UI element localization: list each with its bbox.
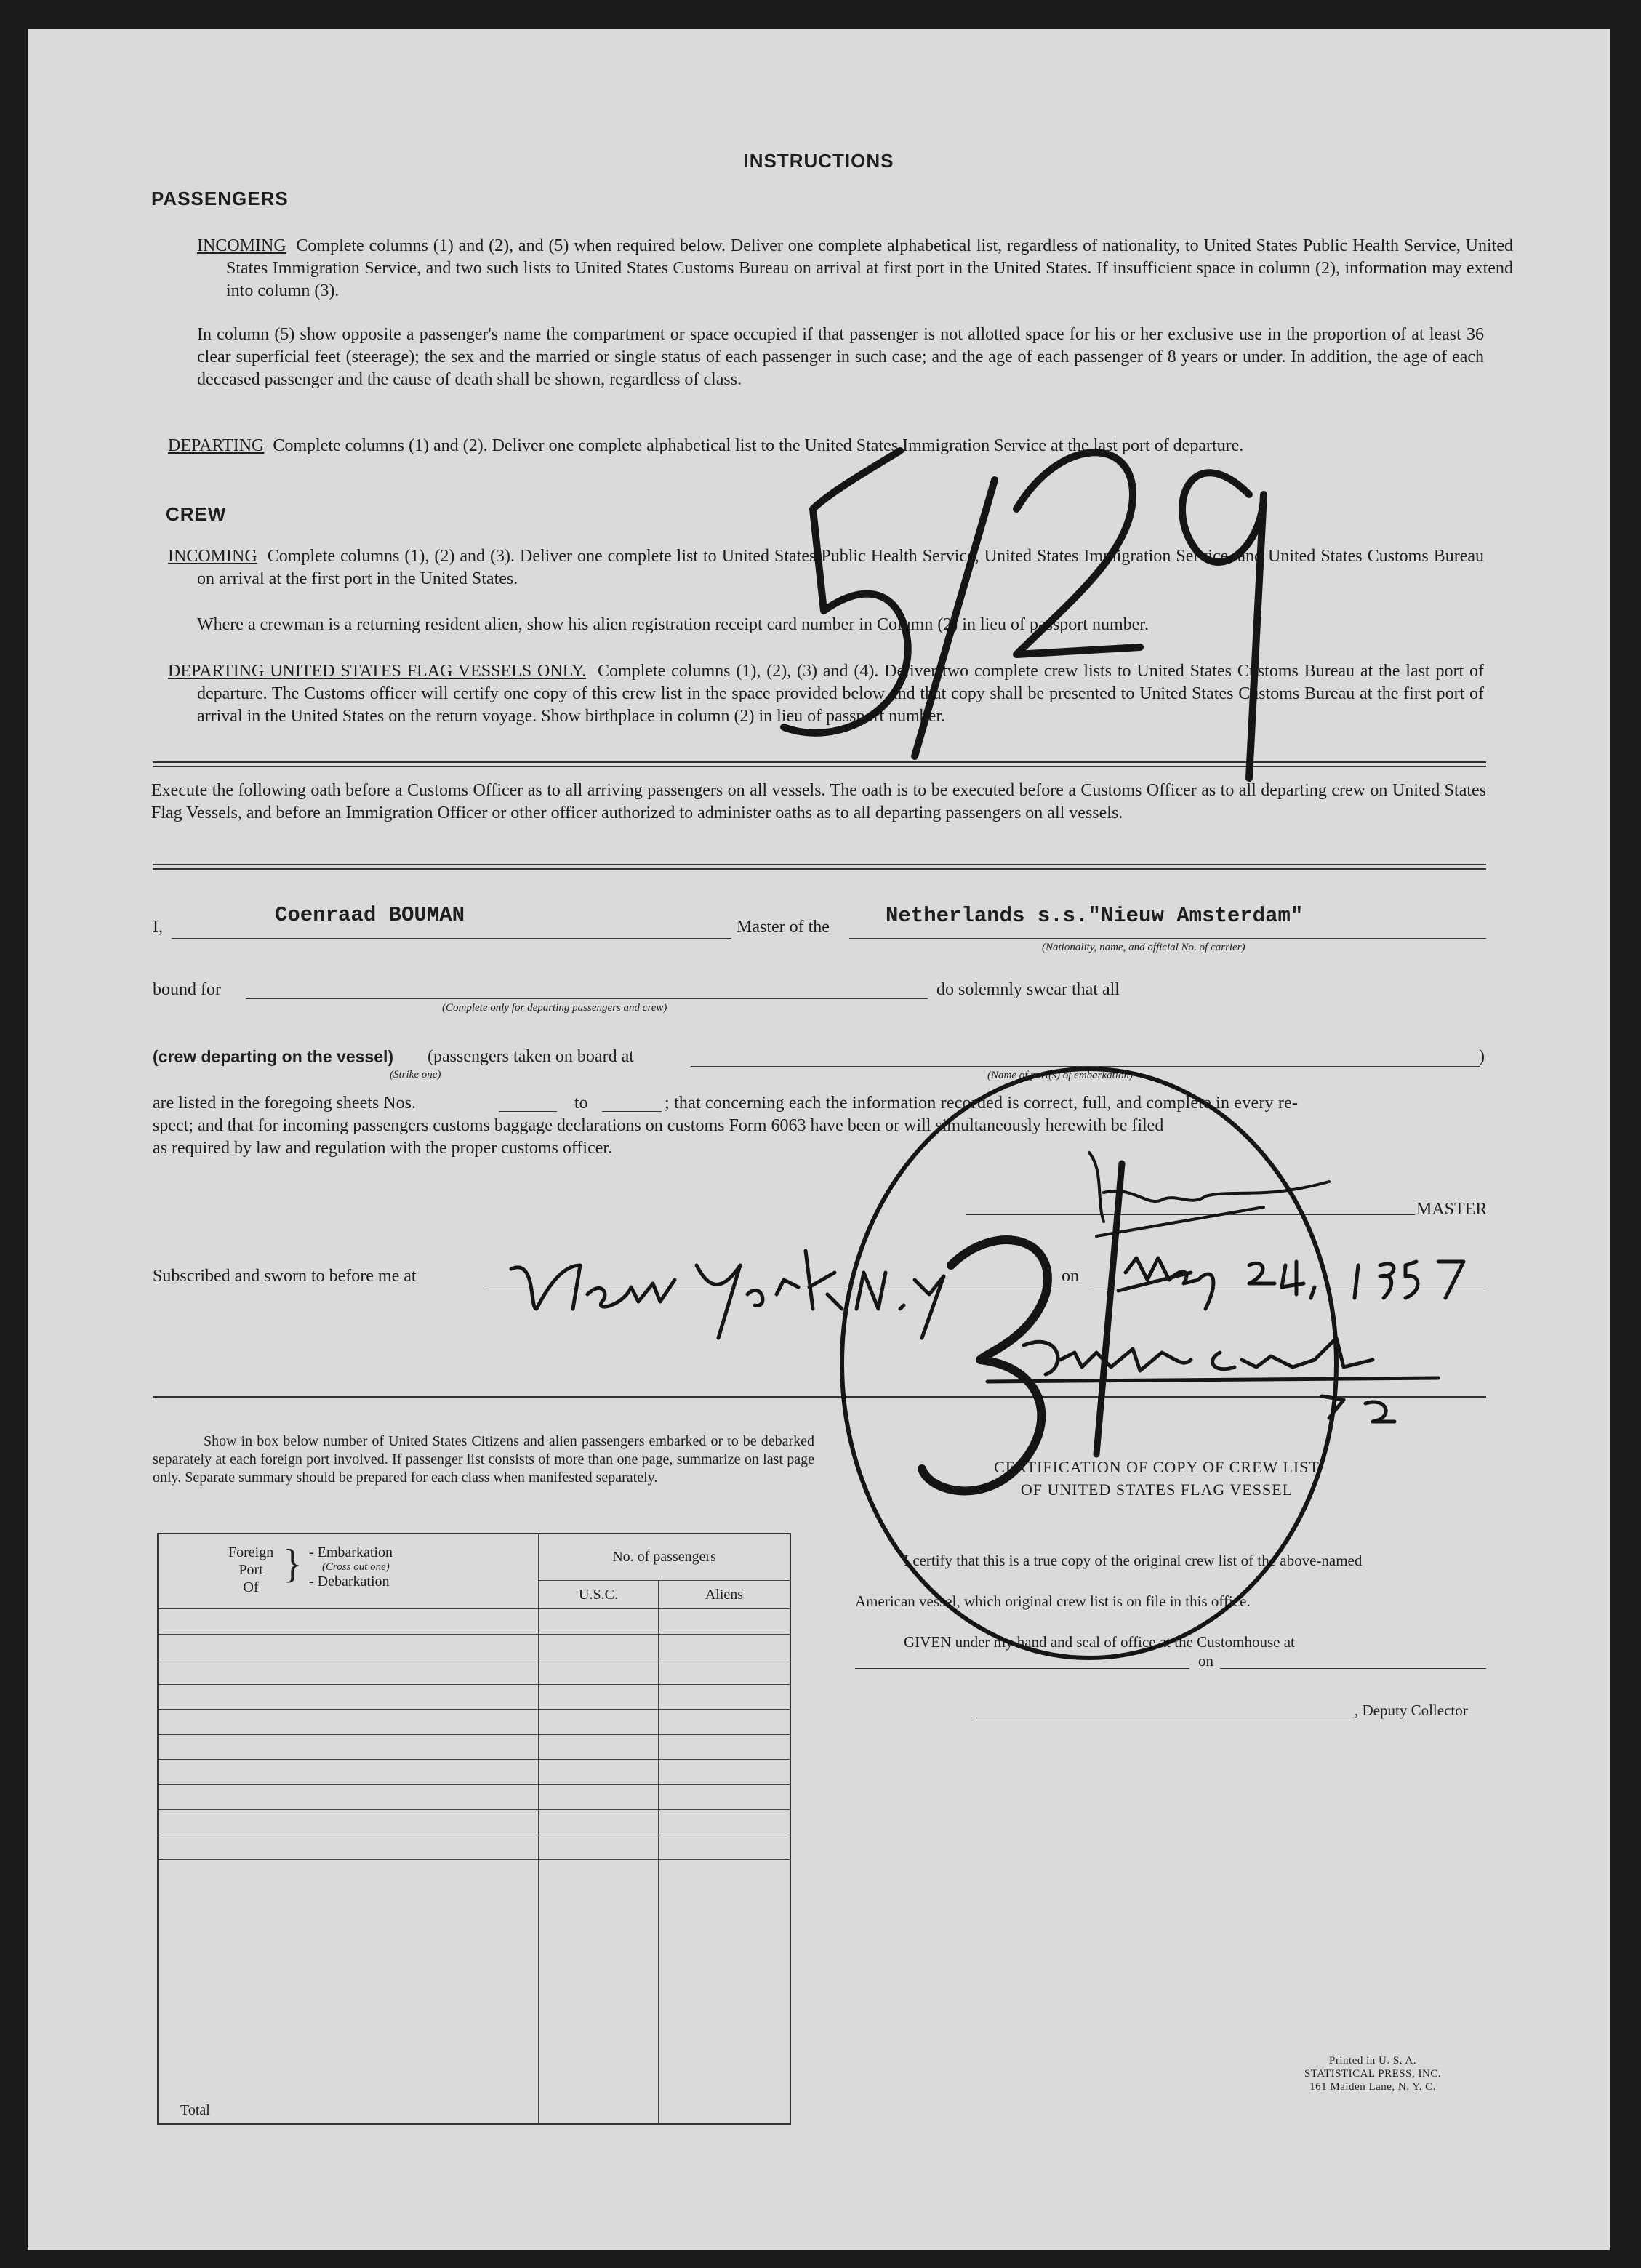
departing-us-text: Complete columns (1), (2), (3) and (4). Deliver two complete crew lists to United States Customs Bureau at the last port of departure. The Customs officer will certify one copy of this crew list in the space provided below and that copy shall be presented to United States Customs Bureau at the first port of arrival in the United States on the return voyage. Show birthplace in column (2) in lieu of passport number.: [197, 662, 1484, 726]
crewman-paragraph: Where a crewman is a returning resident alien, show his alien registration receipt card number in Column (2) in lieu of passport number.: [197, 615, 1149, 634]
passengers-heading: PASSENGERS: [151, 188, 289, 209]
cross-out-caption: (Cross out one): [322, 1561, 390, 1573]
cert-on-label: on: [1198, 1652, 1213, 1670]
summary-instructions: Show in box below number of United States Citizens and alien passengers embarked or to be debarked separately at each foreign port involved. If passenger list consists of more than one page, summarize on last page only. Separate summary should be prepared for each class when manifested separately.: [153, 1433, 814, 1486]
printer-line-1: Printed in U. S. A.: [1329, 2055, 1416, 2067]
ports-caption: (Name of port(s) of embarkation): [987, 1070, 1133, 1081]
crew-incoming-text: Complete columns (1), (2) and (3). Deliver one complete list to United States Public Health Service, United States Immigration Service, and United States Customs Bureau on arrival at the first port in the United States.: [197, 547, 1485, 588]
close-paren: ): [1479, 1047, 1485, 1066]
i-label: I,: [153, 918, 163, 937]
usc-header: U.S.C.: [539, 1581, 659, 1609]
debarkation-label[interactable]: - Debarkation: [309, 1574, 390, 1590]
listed-text-2: ; that concerning each the information recorded is correct, full, and complete in every re-: [665, 1094, 1299, 1113]
listed-text-1: are listed in the foregoing sheets Nos.: [153, 1094, 416, 1113]
document-page: [28, 29, 1610, 2250]
incoming-label: INCOMING: [197, 236, 286, 255]
master-of-label: Master of the: [737, 918, 830, 937]
certification-title-2: OF UNITED STATES FLAG VESSEL: [1020, 1480, 1293, 1499]
listed-text-3: spect; and that for incoming passengers customs baggage declarations on customs Form 6063 have been or will simultaneously herewith be filed: [153, 1116, 1164, 1135]
to-label: to: [574, 1094, 588, 1113]
brace-icon: }: [283, 1542, 302, 1587]
no-passengers-header: No. of passengers: [539, 1534, 790, 1581]
vessel-name: Netherlands s.s."Nieuw Amsterdam": [886, 904, 1304, 928]
vessel-caption: (Nationality, name, and official No. of carrier): [1042, 942, 1245, 953]
printer-line-3: 161 Maiden Lane, N. Y. C.: [1309, 2081, 1436, 2093]
departing-label: DEPARTING: [168, 436, 265, 455]
bound-for-caption: (Complete only for departing passengers and crew): [442, 1002, 667, 1014]
crew-departing-bold: (crew departing on the vessel): [153, 1047, 394, 1066]
column5-paragraph: In column (5) show opposite a passenger's name the compartment or space occupied if that passenger is not allotted space for his or her exclusive use in the proportion of at least 36 clear superficial feet (steerage); the sex and the married or single status of each passenger in such case; and the age of each passenger of 8 years or under. In addition, the age of each deceased passenger and the cause of death shall be shown, regardless of class.: [197, 325, 1484, 389]
departing-us-label: DEPARTING UNITED STATES FLAG VESSELS ONLY.: [168, 662, 587, 681]
printer-line-2: STATISTICAL PRESS, INC.: [1304, 2068, 1442, 2080]
passengers-taken-text: (passengers taken on board at: [428, 1047, 634, 1066]
master-label: MASTER: [1416, 1200, 1488, 1219]
listed-text-4: as required by law and regulation with the proper customs officer.: [153, 1139, 613, 1158]
foreign-label: Foreign: [228, 1544, 274, 1560]
certify-text-1: I certify that this is a true copy of the original crew list of the above-named: [904, 1552, 1363, 1569]
handwritten-5-29-mark: [784, 451, 1264, 778]
handwritten-place: [511, 1251, 944, 1338]
crew-heading: CREW: [166, 503, 227, 525]
oath-intro: Execute the following oath before a Customs Officer as to all arriving passengers on all vessels. The oath is to be executed before a Customs Officer as to all departing crew on United States Flag Vessels, and before an Immigration Officer or other officer authorized to administer oaths as to all departing passengers on all vessels.: [151, 781, 1486, 822]
on-label: on: [1062, 1267, 1079, 1286]
certification-title-1: CERTIFICATION OF COPY OF CREW LIST: [994, 1458, 1320, 1476]
handwriting-overlay: [28, 29, 1610, 2250]
crew-incoming-label: INCOMING: [168, 547, 257, 566]
master-name: Coenraad BOUMAN: [275, 903, 465, 927]
bound-for-label: bound for: [153, 980, 221, 999]
of-label: Of: [243, 1579, 259, 1595]
departing-text: Complete columns (1) and (2). Deliver one complete alphabetical list to the United States Immigration Service at the last port of departure.: [273, 436, 1244, 455]
certify-text-2: American vessel, which original crew list is on file in this office.: [855, 1592, 1251, 1610]
subscribed-label: Subscribed and sworn to before me at: [153, 1267, 417, 1286]
embarkation-label[interactable]: - Embarkation: [309, 1544, 393, 1560]
port-label: Port: [238, 1562, 263, 1578]
deputy-collector-label: , Deputy Collector: [1355, 1702, 1468, 1719]
total-label: Total: [158, 1860, 539, 2124]
handwritten-date: [1118, 1258, 1464, 1309]
incoming-text: Complete columns (1) and (2), and (5) when required below. Deliver one complete alphabetical list, regardless of nationality, to United States Public Health Service, United States Immigration Service, and two such lists to United States Customs Bureau on arrival at first port in the United States. If insufficient space in column (2), information may extend into column (3).: [226, 236, 1513, 300]
instructions-title: INSTRUCTIONS: [743, 150, 894, 172]
certify-text-3: GIVEN under my hand and seal of office at the Customhouse at: [904, 1633, 1295, 1651]
aliens-header: Aliens: [658, 1581, 790, 1609]
swear-text: do solemnly swear that all: [936, 980, 1120, 999]
officer-signature: [987, 1338, 1438, 1422]
strike-one-caption: (Strike one): [390, 1069, 441, 1081]
